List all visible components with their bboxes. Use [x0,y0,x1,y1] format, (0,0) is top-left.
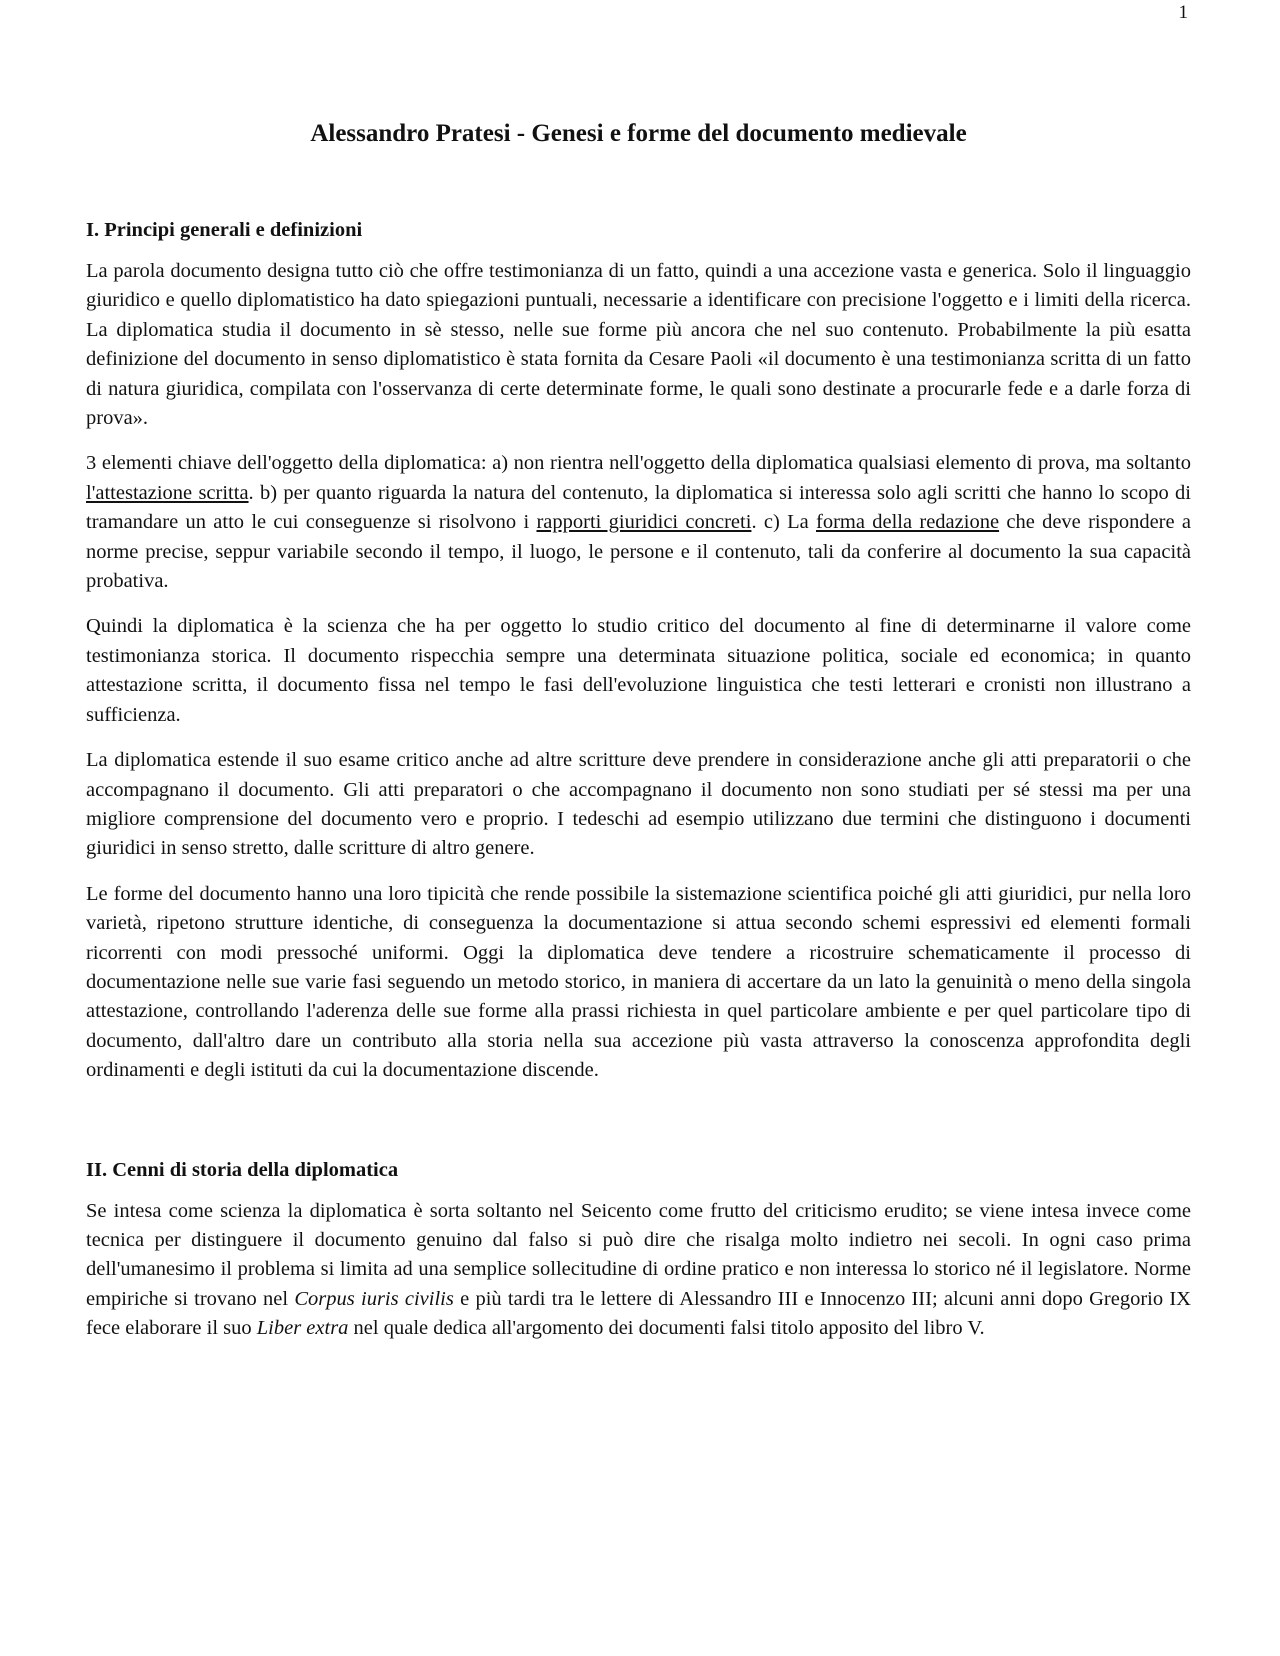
paragraph: La parola documento designa tutto ciò che offre testimonianza di un fatto, quindi a una accezione vasta e generica. Solo il linguaggio giuridico e quello diplomatistico ha dato spiegazioni puntuali, necessarie a identificare con precisione l'oggetto e i limiti della ricerca. La diplomatica studia il documento in sè stesso, nelle sue forme più ancora che nel suo contenuto. Probabilmente la più esatta definizione del documento in senso diplomatistico è stata fornita da Cesare Paoli «il documento è una testimonianza scritta di un fatto di natura giuridica, compilata con l'osservanza di certe determinate forme, le quali sono destinate a procurarle fede e a darle forza di prova». [86,260,1191,430]
section-heading-1: I. Principi generali e definizioni [86,219,363,241]
paragraph: Le forme del documento hanno una loro tipicità che rende possibile la sistemazione scientifica poiché gli atti giuridici, pur nella loro varietà, ripetono strutture identiche, di conseguenza la documentazione si attua secondo schemi espressivi ed elementi formali ricorrenti con modi pressoché uniformi. Oggi la diplomatica deve tendere a ricostruire schematicamente il processo di documentazione nelle sue varie fasi seguendo un metodo storico, in maniera di accertare da un lato la genuinità o meno della singola attestazione, controllando l'aderenza delle sue forme alla prassi richiesta in quel particolare ambiente e per quel particolare tipo di documento, dall'altro dare un contributo alla storia nella sua accezione più vasta attraverso la conoscenza approfondita degli ordinamenti e degli istituti da cui la documentazione discende. [86,882,1191,1082]
paragraph: La diplomatica estende il suo esame critico anche ad altre scritture deve prendere in considerazione anche gli atti preparatorii o che accompagnano il documento. Gli atti preparatori o che accompagnano il documento non sono studiati per sé stessi ma per una migliore comprensione del documento vero e proprio. I tedeschi ad esempio utilizzano due termini che distinguono i documenti giuridici in senso stretto, dalle scritture di altro genere. [86,749,1191,860]
text-span: 3 elementi chiave dell'oggetto della diplomatica: a) non rientra nell'oggetto della diplomatica qualsiasi elemento di prova, ma soltanto [86,452,1191,475]
text-span: nel quale dedica all'argomento dei documenti falsi titolo apposito del libro V. [348,1317,985,1340]
section-heading-2: II. Cenni di storia della diplomatica [86,1158,399,1181]
section-spacer [86,1102,1191,1156]
paragraph [86,449,1191,596]
text-span: che deve rispondere a norme precise, seppur variabile secondo il tempo, il luogo, le persone e il contenuto, tali da conferire al documento la sua capacità probativa. [86,511,1191,593]
text-span: Se intesa come scienza la diplomatica è sorta soltanto nel Seicento come frutto del criticismo erudito; se viene intesa invece come tecnica per distinguere il documento genuino dal falso si può dire che risalga molto indietro nei secoli. In ogni caso prima dell'umanesimo il problema si limita ad una semplice sollecitudine di ordine pratico e non interessa lo storico né il legislatore. Norme empiriche si trovano nel [86,1199,1191,1310]
paragraph [86,1197,1191,1344]
text-span: . c) La [751,511,816,534]
document-body [86,118,1191,1360]
italic-title: Corpus iuris civilis [294,1287,454,1310]
document-title: Alessandro Pratesi - Genesi e forme del documento medievale [310,120,967,147]
paragraph: Quindi la diplomatica è la scienza che ha per oggetto lo studio critico del documento al fine di determinarne il valore come testimonianza storica. Il documento rispecchia sempre una determinata situazione politica, sociale ed economica; in quanto attestazione scritta, il documento fissa nel tempo le fasi dell'evoluzione linguistica che testi letterari e cronisti non illustrano a sufficienza. [86,615,1191,726]
underlined-term: forma della redazione [816,511,1000,534]
page-number: 1 [1178,2,1188,23]
underlined-term: rapporti giuridici concreti [536,511,752,534]
text-span: . b) per quanto riguarda la natura del contenuto, la diplomatica si interessa solo agli scritti che hanno lo scopo di tramandare un atto le cui conseguenze si risolvono i [86,481,1191,534]
text-span: e più tardi tra le lettere di Alessandro III e Innocenzo III; alcuni anni dopo Gregorio IX fece elaborare il suo [86,1287,1191,1340]
underlined-term: l'attestazione scritta [86,481,249,504]
italic-title: Liber extra [256,1317,349,1340]
